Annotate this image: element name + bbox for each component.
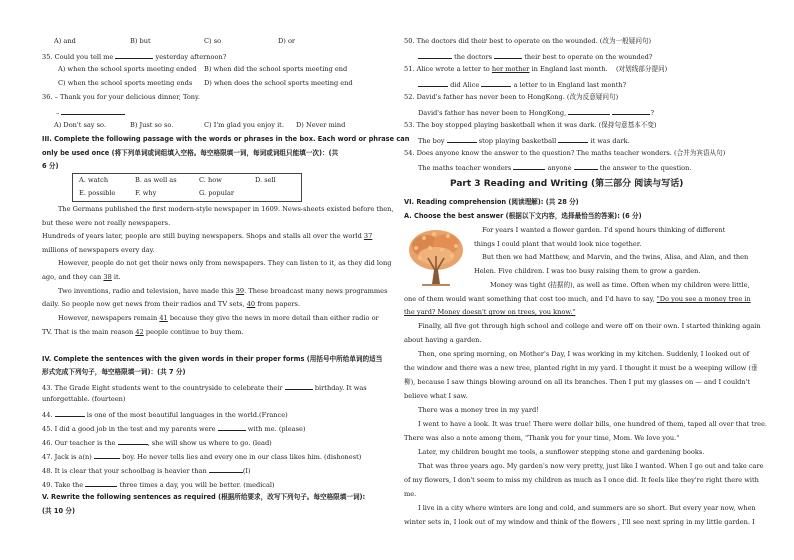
reading-line: things I could plant that would look nice together. <box>474 240 642 248</box>
passage-line: The Germans published the first modern-style newspaper in 1609. News-sheets existed before then, <box>58 205 394 213</box>
reading-line: I went to have a look. It was true! There were dollar bills, one hundred of them, taped all over that tree. <box>418 420 768 428</box>
reading-line: Finally, all five got through high school and college and were off on their own. I started thinking again <box>418 322 761 330</box>
blank-number: 38 <box>103 273 112 281</box>
answer-blank[interactable] <box>209 466 243 473</box>
answer-blank[interactable] <box>118 438 148 445</box>
word-option: D. sell <box>255 176 276 184</box>
q43: 43. The Grade Eight students went to the countryside to celebrate their birthday. It was <box>42 384 367 392</box>
q54: 54. Does anyone know the answer to the question? The maths teacher wonders. (合并为宾语从句) <box>404 149 726 157</box>
q48: 48. It is clear that your schoolbag is heavier than (I) <box>42 467 251 475</box>
q34-option-b: B) but <box>130 37 151 45</box>
answer-blank[interactable] <box>55 410 85 417</box>
reading-line: the window and there was a new tree, planted right in my yard. I thought it must be a weeping willow (垂 <box>404 364 758 372</box>
passage-line: However, people do not get their news only from newspapers. They can listen to it, as they did long <box>58 259 392 267</box>
word-option: A. watch <box>79 176 109 184</box>
passage-line: Two inventions, radio and television, have made this 39. These broadcast many news programmes <box>58 287 388 295</box>
passage-line: millions of newspapers every day. <box>42 246 155 254</box>
reading-line: winter sets in, I look out of my window and think of the flowers , I'll see next spring in my little garden. I <box>404 518 755 526</box>
q34-option-d: D) or <box>278 37 296 45</box>
reading-line: believe what I saw. <box>404 392 468 400</box>
reading-line: 柳), because I saw things blowing around on all its branches. Then I put my glasses on — and I couldn't <box>404 378 751 386</box>
blank-number: 40 <box>246 300 256 308</box>
blank-number: 42 <box>135 328 144 336</box>
passage-line: daily. So people now get news from their radios and TV sets, 40 from papers. <box>42 300 301 308</box>
q34-option-a: A) and <box>54 37 76 45</box>
q35-option-a: A) when the school sports meeting ended <box>58 65 197 73</box>
word-option: E. possible <box>79 189 116 197</box>
word-option: F. why <box>135 189 157 197</box>
reading-line: Later, my children bought me tools, a sunflower stepping stone and gardening books. <box>418 448 705 456</box>
section-4-heading: IV. Complete the sentences with the given words in their proper forms (用括号中所给单词的适当 <box>42 355 383 363</box>
answer-blank[interactable] <box>568 108 610 115</box>
q50: 50. The doctors did their best to operate on the wounded. (改为一般疑问句) <box>404 37 652 45</box>
answer-blank[interactable] <box>61 108 125 115</box>
answer-blank[interactable] <box>85 480 117 487</box>
q36-stem: 36. – Thank you for your delicious dinner, Tony. <box>42 93 201 101</box>
section-a-heading: A. Choose the best answer (根据以下文内容，选择最恰当的答案): (6 分) <box>404 212 642 220</box>
reading-line: That was three years ago. My garden's now very pretty, just like I wanted. When I go out and take care <box>418 462 764 470</box>
reading-line: one of them would want something that cost too much, and I'd have to say, "Do you see a money tree in <box>404 295 751 303</box>
reading-line: about having a garden. <box>404 336 482 344</box>
word-option: B. as well as <box>135 176 177 184</box>
answer-blank[interactable] <box>115 52 153 59</box>
q35-stem: 35. Could you tell me yesterday afternoon? <box>42 53 227 61</box>
q36-option-b: B) Just so so. <box>130 121 174 129</box>
q46: 46. Our teacher is the , she will show us where to go. (lead) <box>42 439 272 447</box>
q36-option-c: C) I'm glad you enjoy it. <box>204 121 284 129</box>
reading-line: of my flowers, I don't seem to miss my children as much as I once did. It feels like they're right there with <box>404 476 759 484</box>
answer-blank[interactable] <box>418 80 448 87</box>
part-3-title: Part 3 Reading and Writing (第三部分 阅读与写话) <box>450 179 684 189</box>
answer-blank[interactable] <box>418 52 452 59</box>
passage-line: However, newspapers remain 41 because they give the news in more detail than either radio or <box>58 314 379 322</box>
q51-answer: did Alice a letter to in England last month? <box>418 80 626 89</box>
reading-line: me. <box>404 490 417 498</box>
answer-blank[interactable] <box>285 383 313 390</box>
q49: 49. Take the three times a day, you will be better. (medical) <box>42 481 275 489</box>
section-3-heading-line2: only be used once (将下列单词或词组填入空格。每空格限填一词，每词或词组只能填一次)：(共 <box>42 149 339 157</box>
passage-line: Hundreds of years later, people are still buying newspapers. Shops and stalls all over the world 37 <box>42 232 373 240</box>
reading-line: For years I wanted a flower garden. I'd spend hours thinking of different <box>482 226 726 234</box>
section-4-heading-line2: 形式完成下列句子，每空格限填一词)：(共 7 分) <box>42 368 186 376</box>
reading-line: Money was tight (拮据的), as well as time. Often when my children were little, <box>490 281 750 289</box>
q43-line2: unforgettable. (fourteen) <box>42 395 126 403</box>
word-option: C. how <box>199 176 222 184</box>
answer-blank[interactable] <box>218 424 246 431</box>
answer-blank[interactable] <box>494 52 522 59</box>
q44: 44. is one of the most beautiful languages in the world.(France) <box>42 411 288 419</box>
blank-number: 41 <box>159 314 168 322</box>
q35-option-b: B) when did the school sports meeting end <box>204 65 348 73</box>
reading-line: Then, one spring morning, on Mother's Day, I was working in my kitchen. Suddenly, I looked out of <box>418 350 750 358</box>
q50-answer: the doctors their best to operate on the wounded? <box>418 52 652 61</box>
word-box <box>72 173 302 202</box>
reading-line: I live in a city where winters are long and cold, and summers are so short. But every year now, when <box>418 504 756 512</box>
q35-option-c: C) when the school sports meeting ends <box>58 79 193 87</box>
answer-blank[interactable] <box>558 136 588 143</box>
q52: 52. David's father has never been to HongKong. (改为反意疑问句) <box>404 93 619 101</box>
passage-line: but these were not really newspapers. <box>42 219 171 227</box>
reading-line: Helen. Five children. I was too busy raising them to grow a garden. <box>474 267 701 275</box>
q36-reply: – <box>56 108 125 117</box>
reading-line: There was also a note among them, "Thank you for your time, Mom. We love you." <box>404 434 680 442</box>
q34-option-c: C) so <box>204 37 222 45</box>
blank-number: 39 <box>235 287 245 295</box>
answer-blank[interactable] <box>447 136 477 143</box>
answer-blank[interactable] <box>94 452 120 459</box>
answer-blank[interactable] <box>612 108 650 115</box>
q52-answer: David's father has never been to HongKong, ? <box>418 109 654 117</box>
q53-answer: The boy stop playing basketball it was dark. <box>418 137 630 145</box>
section-3-heading-line3: 6 分) <box>42 162 59 170</box>
answer-blank[interactable] <box>513 163 545 170</box>
q51: 51. Alice wrote a letter to her mother in England last month. (对划线部分提问) <box>404 65 668 73</box>
q36-option-a: A) Don't say so. <box>54 121 106 129</box>
money-tree-illustration <box>404 226 468 290</box>
section-6-heading: VI. Reading comprehension (阅读理解): (共 28 分) <box>404 198 579 206</box>
q45: 45. I did a good job in the test and my parents were with me. (please) <box>42 425 306 433</box>
answer-blank[interactable] <box>574 163 598 170</box>
reading-line: the yard? Money doesn't grow on trees, you know." <box>404 308 576 316</box>
reading-line: But then we had Matthew, and Marvin, and the twins, Alisa, and Alan, and then <box>482 253 749 261</box>
passage-line: TV. That is the main reason 42 people continue to buy them. <box>42 328 244 336</box>
word-option: G. popular <box>199 189 235 197</box>
q47: 47. Jack is a(n) boy. He never tells lies and every one in our class likes him. (dishonest) <box>42 453 362 461</box>
q36-option-d: D) Never mind <box>296 121 346 129</box>
reading-line: There was a money tree in my yard! <box>418 406 539 414</box>
q53: 53. The boy stopped playing basketball when it was dark. (保持句意基本不变) <box>404 121 657 129</box>
section-3-heading: III. Complete the following passage with the words or phrases in the box. Each word or phrase can <box>42 135 410 143</box>
q54-answer: The maths teacher wonders anyone the answer to the question. <box>418 164 692 172</box>
section-5-heading-line2: (共 10 分) <box>42 507 75 515</box>
q35-option-d: D) when does the school sports meeting end <box>204 79 353 87</box>
section-5-heading: V. Rewrite the following sentences as required (根据所给要求，改写下列句子。每空格限填一词): <box>42 493 366 501</box>
answer-blank[interactable] <box>481 80 511 87</box>
passage-line: ago, and they can 38 it. <box>42 273 121 281</box>
blank-number: 37 <box>363 232 373 240</box>
